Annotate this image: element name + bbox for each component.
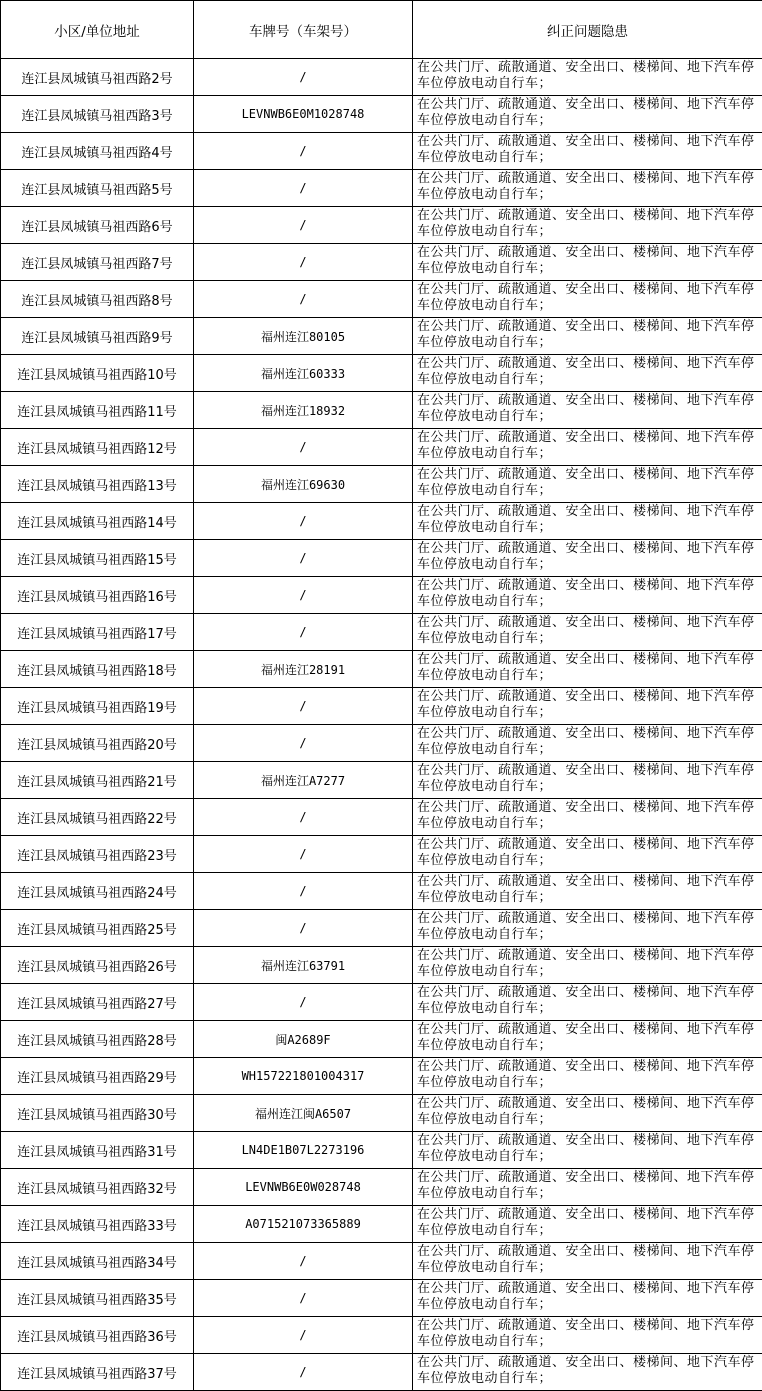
table-row — [1, 799, 762, 836]
issue-cell: 在公共门厅、疏散通道、安全出口、楼梯间、地下汽车停车位停放电动自行车； — [413, 59, 762, 96]
table-row — [1, 355, 762, 392]
issue-cell: 在公共门厅、疏散通道、安全出口、楼梯间、地下汽车停车位停放电动自行车； — [413, 392, 762, 429]
plate-cell: 福州连江28191 — [194, 651, 413, 688]
issue-cell: 在公共门厅、疏散通道、安全出口、楼梯间、地下汽车停车位停放电动自行车； — [413, 281, 762, 318]
table-row — [1, 466, 762, 503]
address-cell: 连江县凤城镇马祖西路37号 — [1, 1354, 194, 1391]
address-cell: 连江县凤城镇马祖西路7号 — [1, 244, 194, 281]
address-cell: 连江县凤城镇马祖西路5号 — [1, 170, 194, 207]
plate-cell: / — [194, 910, 413, 947]
table-row — [1, 947, 762, 984]
plate-cell: / — [194, 1243, 413, 1280]
address-cell: 连江县凤城镇马祖西路16号 — [1, 577, 194, 614]
address-cell: 连江县凤城镇马祖西路2号 — [1, 59, 194, 96]
table-row — [1, 1354, 762, 1391]
plate-cell: 福州连江闽A6507 — [194, 1095, 413, 1132]
table-row — [1, 873, 762, 910]
table-row — [1, 1206, 762, 1243]
issue-cell: 在公共门厅、疏散通道、安全出口、楼梯间、地下汽车停车位停放电动自行车； — [413, 318, 762, 355]
issue-cell: 在公共门厅、疏散通道、安全出口、楼梯间、地下汽车停车位停放电动自行车； — [413, 540, 762, 577]
table-row — [1, 429, 762, 466]
table-row — [1, 836, 762, 873]
header-row — [1, 1, 762, 59]
table-row — [1, 170, 762, 207]
table-row — [1, 984, 762, 1021]
table-row — [1, 133, 762, 170]
plate-cell: / — [194, 799, 413, 836]
issue-cell: 在公共门厅、疏散通道、安全出口、楼梯间、地下汽车停车位停放电动自行车； — [413, 947, 762, 984]
issue-cell: 在公共门厅、疏散通道、安全出口、楼梯间、地下汽车停车位停放电动自行车； — [413, 836, 762, 873]
issue-cell: 在公共门厅、疏散通道、安全出口、楼梯间、地下汽车停车位停放电动自行车； — [413, 355, 762, 392]
plate-cell: 闽A2689F — [194, 1021, 413, 1058]
address-cell: 连江县凤城镇马祖西路28号 — [1, 1021, 194, 1058]
address-cell: 连江县凤城镇马祖西路29号 — [1, 1058, 194, 1095]
issue-cell: 在公共门厅、疏散通道、安全出口、楼梯间、地下汽车停车位停放电动自行车； — [413, 688, 762, 725]
table-row — [1, 910, 762, 947]
plate-cell: / — [194, 1354, 413, 1391]
table-body — [1, 59, 762, 1391]
plate-cell: 福州连江18932 — [194, 392, 413, 429]
address-cell: 连江县凤城镇马祖西路17号 — [1, 614, 194, 651]
issue-cell: 在公共门厅、疏散通道、安全出口、楼梯间、地下汽车停车位停放电动自行车； — [413, 429, 762, 466]
plate-cell: / — [194, 688, 413, 725]
issue-cell: 在公共门厅、疏散通道、安全出口、楼梯间、地下汽车停车位停放电动自行车； — [413, 1095, 762, 1132]
issue-cell: 在公共门厅、疏散通道、安全出口、楼梯间、地下汽车停车位停放电动自行车； — [413, 1058, 762, 1095]
table-row — [1, 725, 762, 762]
plate-cell: / — [194, 836, 413, 873]
table-row — [1, 392, 762, 429]
plate-cell: / — [194, 1280, 413, 1317]
address-cell: 连江县凤城镇马祖西路25号 — [1, 910, 194, 947]
plate-cell: 福州连江60333 — [194, 355, 413, 392]
plate-cell: LEVNWB6E0M1028748 — [194, 96, 413, 133]
issue-cell: 在公共门厅、疏散通道、安全出口、楼梯间、地下汽车停车位停放电动自行车； — [413, 873, 762, 910]
plate-cell: / — [194, 614, 413, 651]
table-row — [1, 1280, 762, 1317]
address-cell: 连江县凤城镇马祖西路15号 — [1, 540, 194, 577]
address-cell: 连江县凤城镇马祖西路9号 — [1, 318, 194, 355]
issue-cell: 在公共门厅、疏散通道、安全出口、楼梯间、地下汽车停车位停放电动自行车； — [413, 651, 762, 688]
table-row — [1, 1243, 762, 1280]
plate-cell: A071521073365889 — [194, 1206, 413, 1243]
issue-cell: 在公共门厅、疏散通道、安全出口、楼梯间、地下汽车停车位停放电动自行车； — [413, 1169, 762, 1206]
table-row — [1, 1058, 762, 1095]
plate-cell: / — [194, 1317, 413, 1354]
table-row — [1, 1021, 762, 1058]
address-cell: 连江县凤城镇马祖西路13号 — [1, 466, 194, 503]
address-cell: 连江县凤城镇马祖西路30号 — [1, 1095, 194, 1132]
issue-cell: 在公共门厅、疏散通道、安全出口、楼梯间、地下汽车停车位停放电动自行车； — [413, 1206, 762, 1243]
issue-cell: 在公共门厅、疏散通道、安全出口、楼梯间、地下汽车停车位停放电动自行车； — [413, 207, 762, 244]
plate-cell: / — [194, 133, 413, 170]
plate-cell: 福州连江69630 — [194, 466, 413, 503]
address-cell: 连江县凤城镇马祖西路31号 — [1, 1132, 194, 1169]
table-row — [1, 1317, 762, 1354]
table-row — [1, 688, 762, 725]
issue-cell: 在公共门厅、疏散通道、安全出口、楼梯间、地下汽车停车位停放电动自行车； — [413, 1243, 762, 1280]
plate-cell: / — [194, 244, 413, 281]
plate-cell: / — [194, 577, 413, 614]
address-cell: 连江县凤城镇马祖西路3号 — [1, 96, 194, 133]
table-row — [1, 614, 762, 651]
table-row — [1, 1095, 762, 1132]
table-row — [1, 244, 762, 281]
issue-cell: 在公共门厅、疏散通道、安全出口、楼梯间、地下汽车停车位停放电动自行车； — [413, 910, 762, 947]
table-row — [1, 762, 762, 799]
issue-cell: 在公共门厅、疏散通道、安全出口、楼梯间、地下汽车停车位停放电动自行车； — [413, 1354, 762, 1391]
address-cell: 连江县凤城镇马祖西路22号 — [1, 799, 194, 836]
plate-cell: LN4DE1B07L2273196 — [194, 1132, 413, 1169]
plate-cell: 福州连江A7277 — [194, 762, 413, 799]
address-cell: 连江县凤城镇马祖西路18号 — [1, 651, 194, 688]
table-row — [1, 318, 762, 355]
issue-cell: 在公共门厅、疏散通道、安全出口、楼梯间、地下汽车停车位停放电动自行车； — [413, 466, 762, 503]
plate-cell: / — [194, 540, 413, 577]
table-row — [1, 503, 762, 540]
table-row — [1, 207, 762, 244]
table-row — [1, 577, 762, 614]
plate-cell: LEVNWB6E0W028748 — [194, 1169, 413, 1206]
address-cell: 连江县凤城镇马祖西路6号 — [1, 207, 194, 244]
plate-cell: / — [194, 59, 413, 96]
address-cell: 连江县凤城镇马祖西路24号 — [1, 873, 194, 910]
header-plate: 车牌号（车架号） — [194, 1, 413, 59]
issue-cell: 在公共门厅、疏散通道、安全出口、楼梯间、地下汽车停车位停放电动自行车； — [413, 1280, 762, 1317]
table-row — [1, 651, 762, 688]
address-cell: 连江县凤城镇马祖西路14号 — [1, 503, 194, 540]
address-cell: 连江县凤城镇马祖西路21号 — [1, 762, 194, 799]
issue-cell: 在公共门厅、疏散通道、安全出口、楼梯间、地下汽车停车位停放电动自行车； — [413, 244, 762, 281]
issue-cell: 在公共门厅、疏散通道、安全出口、楼梯间、地下汽车停车位停放电动自行车； — [413, 1021, 762, 1058]
issue-cell: 在公共门厅、疏散通道、安全出口、楼梯间、地下汽车停车位停放电动自行车； — [413, 96, 762, 133]
address-cell: 连江县凤城镇马祖西路26号 — [1, 947, 194, 984]
plate-cell: / — [194, 984, 413, 1021]
table-row — [1, 59, 762, 96]
address-cell: 连江县凤城镇马祖西路10号 — [1, 355, 194, 392]
issue-cell: 在公共门厅、疏散通道、安全出口、楼梯间、地下汽车停车位停放电动自行车； — [413, 1317, 762, 1354]
table-row — [1, 281, 762, 318]
plate-cell: / — [194, 725, 413, 762]
address-cell: 连江县凤城镇马祖西路32号 — [1, 1169, 194, 1206]
plate-cell: / — [194, 170, 413, 207]
address-cell: 连江县凤城镇马祖西路8号 — [1, 281, 194, 318]
plate-cell: WH157221801004317 — [194, 1058, 413, 1095]
address-cell: 连江县凤城镇马祖西路12号 — [1, 429, 194, 466]
issue-cell: 在公共门厅、疏散通道、安全出口、楼梯间、地下汽车停车位停放电动自行车； — [413, 984, 762, 1021]
issue-cell: 在公共门厅、疏散通道、安全出口、楼梯间、地下汽车停车位停放电动自行车； — [413, 133, 762, 170]
address-cell: 连江县凤城镇马祖西路33号 — [1, 1206, 194, 1243]
issue-cell: 在公共门厅、疏散通道、安全出口、楼梯间、地下汽车停车位停放电动自行车； — [413, 799, 762, 836]
issue-cell: 在公共门厅、疏散通道、安全出口、楼梯间、地下汽车停车位停放电动自行车； — [413, 725, 762, 762]
plate-cell: 福州连江63791 — [194, 947, 413, 984]
issue-cell: 在公共门厅、疏散通道、安全出口、楼梯间、地下汽车停车位停放电动自行车； — [413, 170, 762, 207]
header-issue: 纠正问题隐患 — [413, 1, 762, 59]
table-row — [1, 540, 762, 577]
plate-cell: / — [194, 207, 413, 244]
plate-cell: / — [194, 281, 413, 318]
address-cell: 连江县凤城镇马祖西路4号 — [1, 133, 194, 170]
address-cell: 连江县凤城镇马祖西路36号 — [1, 1317, 194, 1354]
issue-cell: 在公共门厅、疏散通道、安全出口、楼梯间、地下汽车停车位停放电动自行车； — [413, 614, 762, 651]
issue-cell: 在公共门厅、疏散通道、安全出口、楼梯间、地下汽车停车位停放电动自行车； — [413, 503, 762, 540]
address-cell: 连江县凤城镇马祖西路20号 — [1, 725, 194, 762]
table-row — [1, 1132, 762, 1169]
header-address: 小区/单位地址 — [1, 1, 194, 59]
address-cell: 连江县凤城镇马祖西路35号 — [1, 1280, 194, 1317]
issue-cell: 在公共门厅、疏散通道、安全出口、楼梯间、地下汽车停车位停放电动自行车； — [413, 1132, 762, 1169]
address-cell: 连江县凤城镇马祖西路34号 — [1, 1243, 194, 1280]
address-cell: 连江县凤城镇马祖西路11号 — [1, 392, 194, 429]
table-row — [1, 1169, 762, 1206]
address-cell: 连江县凤城镇马祖西路19号 — [1, 688, 194, 725]
address-cell: 连江县凤城镇马祖西路27号 — [1, 984, 194, 1021]
issue-cell: 在公共门厅、疏散通道、安全出口、楼梯间、地下汽车停车位停放电动自行车； — [413, 762, 762, 799]
issue-cell: 在公共门厅、疏散通道、安全出口、楼梯间、地下汽车停车位停放电动自行车； — [413, 577, 762, 614]
table-row — [1, 96, 762, 133]
plate-cell: / — [194, 873, 413, 910]
plate-cell: / — [194, 503, 413, 540]
plate-cell: 福州连江80105 — [194, 318, 413, 355]
plate-cell: / — [194, 429, 413, 466]
address-cell: 连江县凤城镇马祖西路23号 — [1, 836, 194, 873]
table-header — [1, 1, 762, 59]
